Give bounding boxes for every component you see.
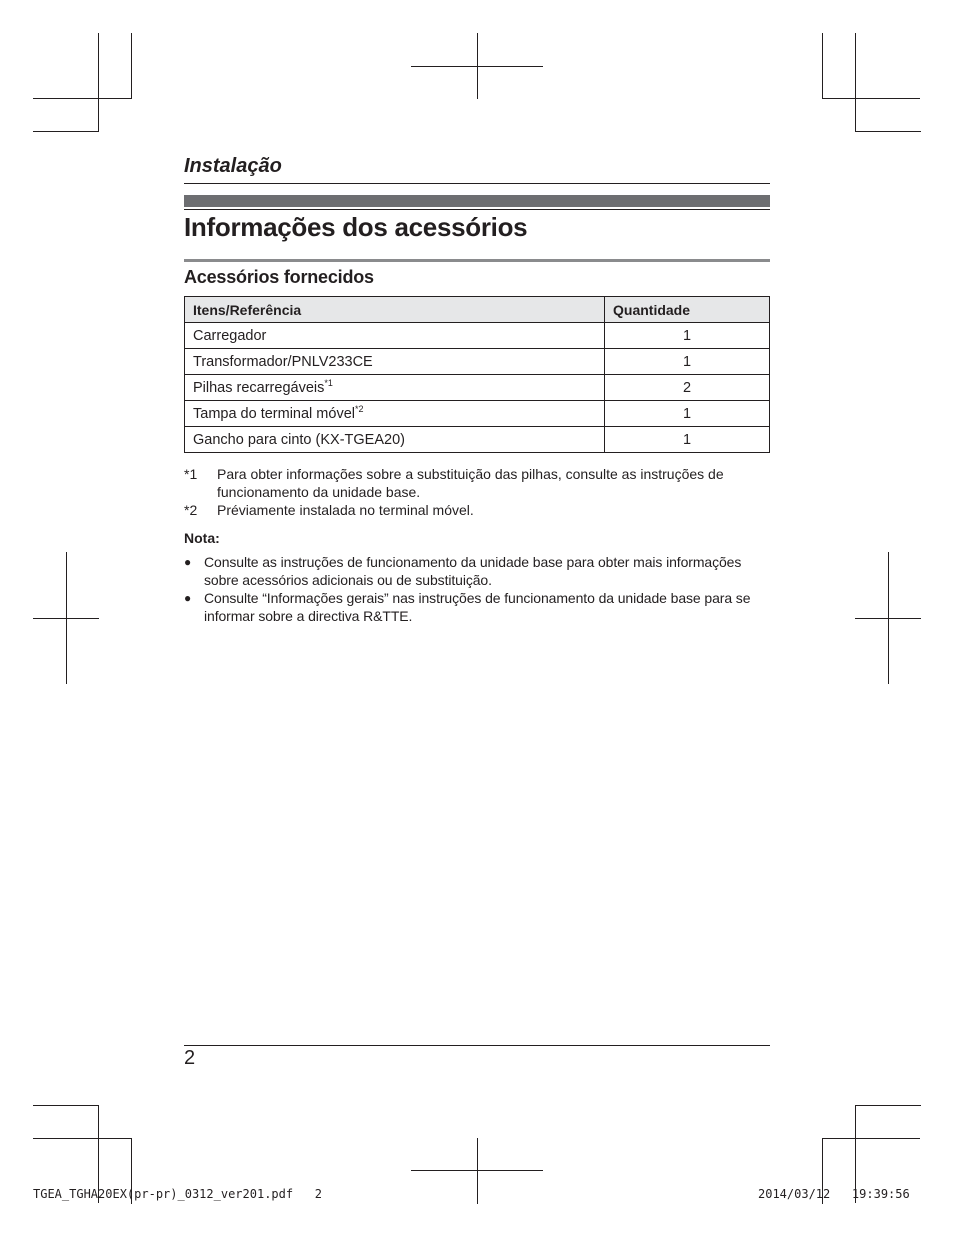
crop-mark — [411, 1170, 543, 1171]
sub-title: Acessórios fornecidos — [184, 267, 374, 287]
footnote-text: Para obter informações sobre a substituição das pilhas, consulte as instruções de funcionamento da unidade base. — [217, 466, 724, 500]
footnote — [184, 501, 770, 519]
table-cell-item — [185, 349, 605, 375]
crop-mark — [822, 1138, 920, 1139]
crop-mark — [477, 1138, 478, 1204]
column-header-items: Itens/Referência — [185, 297, 605, 323]
title-band-rule — [184, 209, 770, 210]
table-header-row — [185, 297, 770, 323]
item-name: Pilhas recarregáveis — [193, 379, 325, 396]
table-cell-qty: 1 — [605, 401, 770, 427]
note-text: Consulte as instruções de funcionamento da unidade base para obter mais informações sobre acessórios adicionais ou de substituição. — [204, 554, 742, 588]
table-cell-qty: 1 — [605, 349, 770, 375]
footnote-ref: *2 — [355, 403, 364, 414]
print-footer-datetime: 2014/03/12 19:39:56 — [758, 1187, 910, 1201]
note-text: Consulte “Informações gerais” nas instruções de funcionamento da unidade base para se informar sobre a directiva R&TTE. — [204, 590, 751, 624]
page-number: 2 — [184, 1047, 196, 1069]
table-cell-qty: 1 — [605, 427, 770, 453]
crop-mark — [131, 33, 132, 99]
nota-list — [184, 553, 774, 625]
footnote-mark: *2 — [184, 502, 198, 518]
table-cell-item — [185, 401, 605, 427]
footnote-ref: *1 — [324, 377, 333, 388]
crop-mark — [855, 1105, 921, 1106]
table-cell-qty: 1 — [605, 323, 770, 349]
crop-mark — [822, 33, 823, 99]
crop-mark — [98, 33, 99, 131]
section-label: Instalação — [184, 155, 282, 177]
list-item — [184, 589, 774, 625]
title-band — [184, 195, 770, 207]
crop-mark — [33, 1138, 131, 1139]
crop-mark — [822, 98, 920, 99]
accessories-table — [184, 296, 770, 453]
footer-rule — [184, 1045, 770, 1046]
bullet-icon: ● — [184, 591, 192, 605]
table-row — [185, 401, 770, 427]
table-cell-qty: 2 — [605, 375, 770, 401]
crop-mark — [855, 618, 921, 619]
footnote — [184, 465, 770, 501]
crop-mark — [33, 98, 131, 99]
crop-mark — [33, 131, 99, 132]
table-row — [185, 427, 770, 453]
item-name: Tampa do terminal móvel — [193, 405, 355, 422]
item-name: Carregador — [193, 327, 267, 344]
title-underline — [184, 259, 770, 262]
column-header-quantity: Quantidade — [605, 297, 770, 323]
nota-label: Nota: — [184, 530, 220, 546]
item-name: Gancho para cinto (KX-TGEA20) — [193, 431, 405, 448]
table-row — [185, 349, 770, 375]
table-row — [185, 323, 770, 349]
table-cell-item — [185, 323, 605, 349]
page-title: Informações dos acessórios — [184, 212, 528, 242]
print-footer-file: TGEA_TGHA20EX(pr-pr)_0312_ver201.pdf 2 — [33, 1187, 322, 1201]
header-rule — [184, 183, 770, 184]
footnote-text: Préviamente instalada no terminal móvel. — [217, 502, 474, 518]
item-name: Transformador/PNLV233CE — [193, 353, 373, 370]
table-row — [185, 375, 770, 401]
crop-mark — [33, 1105, 99, 1106]
list-item — [184, 553, 774, 589]
footnote-mark: *1 — [184, 466, 198, 482]
bullet-icon: ● — [184, 555, 192, 569]
table-cell-item — [185, 427, 605, 453]
crop-mark — [855, 33, 856, 131]
crop-mark — [855, 131, 921, 132]
footnotes — [184, 465, 770, 519]
table-cell-item — [185, 375, 605, 401]
crop-mark — [411, 66, 543, 67]
crop-mark — [33, 618, 99, 619]
